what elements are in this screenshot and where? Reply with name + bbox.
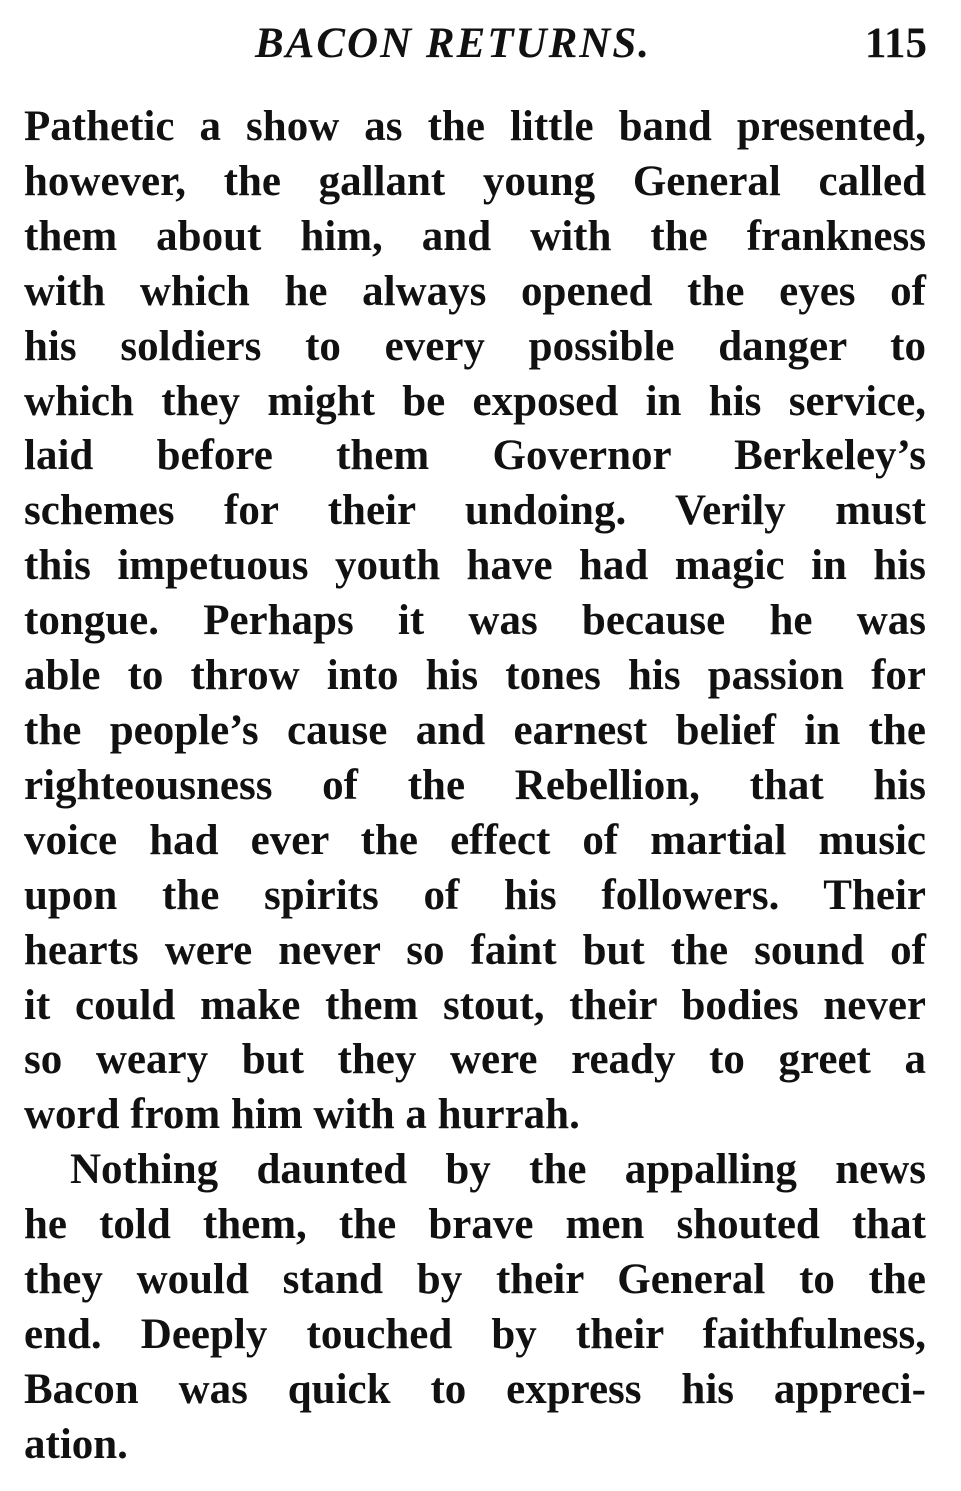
running-head (0, 14, 961, 74)
text-line: hearts were never so faint but the sound of (24, 926, 926, 974)
paragraph-1 (24, 100, 926, 1143)
text-line: voice had ever the effect of martial music (24, 816, 926, 864)
text-line: the people’s cause and earnest belief in the (24, 706, 926, 754)
text-line: upon the spirits of his followers. Their (24, 871, 926, 919)
text-line: with which he always opened the eyes of (24, 267, 926, 315)
text-line: them about him, and with the frankness (24, 212, 926, 260)
text-line: Pathetic a show as the little band presented, (24, 103, 926, 150)
page-number: 115 (864, 20, 927, 67)
text-line: it could make them stout, their bodies never (24, 981, 926, 1029)
running-title: BACON RETURNS. (255, 20, 651, 67)
text-line: however, the gallant young General called (24, 157, 926, 205)
text-line: ation. (24, 1420, 128, 1468)
text-line: able to throw into his tones his passion for (24, 652, 926, 700)
text-line: word from him with a hurrah. (24, 1091, 580, 1139)
text-line: end. Deeply touched by their faithfulness, (24, 1310, 926, 1358)
text-line: so weary but they were ready to greet a (24, 1036, 926, 1084)
text-line: laid before them Governor Berkeley’s (24, 432, 926, 480)
text-line: righteousness of the Rebellion, that his (24, 761, 926, 809)
text-line: Nothing daunted by the appalling news (70, 1146, 926, 1194)
text-line: his soldiers to every possible danger to (24, 322, 926, 370)
text-line: tongue. Perhaps it was because he was (24, 597, 926, 645)
text-line: Bacon was quick to express his appreci- (24, 1365, 926, 1413)
body-text (24, 100, 926, 1473)
text-line: they would stand by their General to the (24, 1256, 926, 1304)
text-line: schemes for their undoing. Verily must (24, 487, 926, 535)
text-line: he told them, the brave men shouted that (24, 1201, 926, 1249)
paragraph-2 (24, 1143, 926, 1472)
text-line: this impetuous youth have had magic in his (24, 542, 926, 590)
text-line: which they might be exposed in his service, (24, 377, 926, 425)
